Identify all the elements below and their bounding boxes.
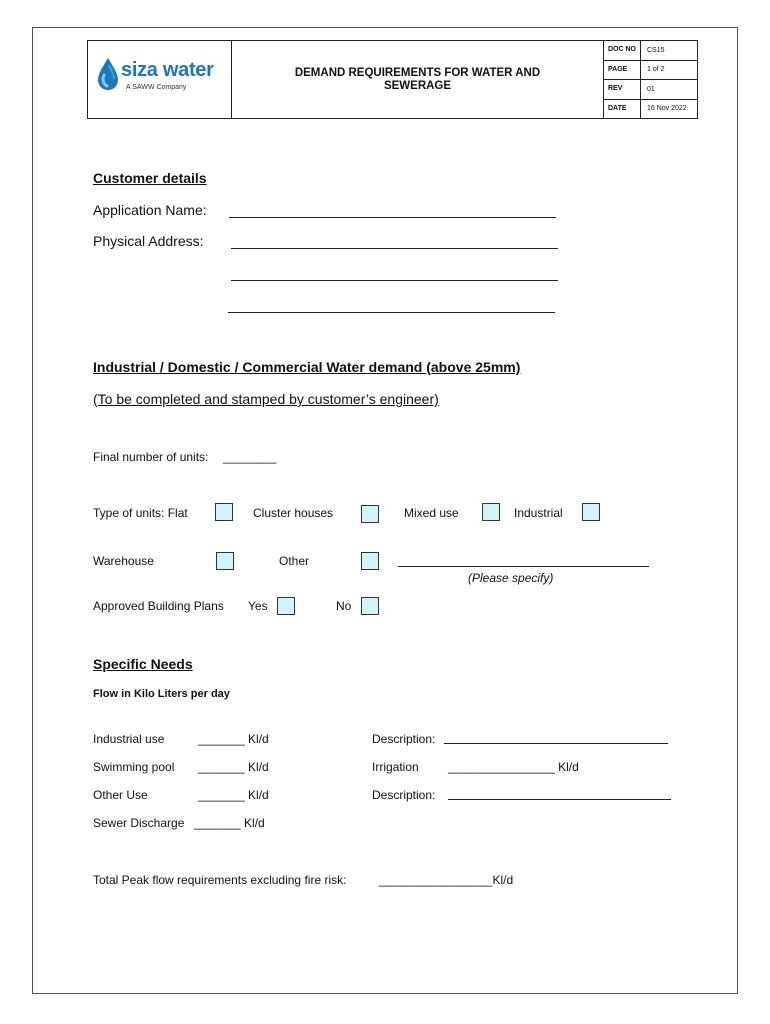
other-label: Other [279,554,310,568]
approved-plans-label: Approved Building Plans [93,599,224,613]
other-specify-field[interactable] [398,566,649,567]
document-header [87,40,698,119]
total-peak-field[interactable]: _________________Kl/d [379,873,514,887]
mixed-use-label: Mixed use [404,506,459,520]
other-checkbox[interactable] [361,552,379,570]
cluster-houses-checkbox[interactable] [361,505,379,523]
mixed-use-checkbox[interactable] [482,503,500,521]
flat-checkbox[interactable] [215,503,233,521]
cluster-houses-label: Cluster houses [253,506,334,520]
meta-row-date: DATE 16 Nov 2022 [604,100,697,119]
other-use-label: Other Use [93,788,148,802]
description-field-2[interactable] [448,799,671,800]
water-demand-heading: Industrial / Domestic / Commercial Water demand (above 25mm) [93,359,521,375]
industrial-checkbox[interactable] [582,503,600,521]
sewer-discharge-field[interactable]: _______ Kl/d [194,816,265,830]
industrial-label: Industrial [514,506,563,520]
swimming-pool-field[interactable]: _______ Kl/d [198,760,269,774]
engineer-note: (To be completed and stamped by customer’s engineer) [93,391,439,407]
industrial-use-label: Industrial use [93,732,165,746]
meta-row-doc-no: DOC NO CS15 [604,41,697,61]
industrial-use-field[interactable]: _______ Kl/d [198,732,269,746]
document-title: DEMAND REQUIREMENTS FOR WATER AND SEWERAGE [232,41,604,118]
application-name-field[interactable] [229,217,556,218]
water-drop-icon [96,57,120,91]
description-field-1[interactable] [444,743,668,744]
physical-address-line-3[interactable] [228,312,555,313]
customer-details-heading: Customer details [93,170,207,186]
swimming-pool-label: Swimming pool [93,760,175,774]
final-units-field[interactable]: ________ [223,450,277,464]
approved-no-checkbox[interactable] [361,597,379,615]
meta-row-rev: REV 01 [604,80,697,100]
specific-needs-heading: Specific Needs [93,656,193,672]
description-label-2: Description: [372,788,436,802]
application-name-label: Application Name: [93,202,207,218]
type-of-units-label: Type of units: Flat [93,506,188,520]
approved-yes-checkbox[interactable] [277,597,295,615]
flow-heading: Flow in Kilo Liters per day [93,688,230,700]
physical-address-line-2[interactable] [231,280,558,281]
please-specify-label: (Please specify) [468,571,554,585]
yes-label: Yes [248,599,268,613]
total-peak-label: Total Peak flow requirements excluding fire risk: [93,873,347,887]
irrigation-label: Irrigation [372,760,419,774]
irrigation-field[interactable]: ________________ Kl/d [448,760,579,774]
brand-name: siza water [121,59,214,81]
meta-row-page: PAGE 1 of 2 [604,61,697,81]
physical-address-label: Physical Address: [93,233,204,249]
other-use-field[interactable]: _______ Kl/d [198,788,269,802]
company-logo [88,41,232,118]
document-meta [604,41,697,118]
physical-address-line-1[interactable] [231,248,558,249]
warehouse-label: Warehouse [93,554,154,568]
brand-subtitle: A SAWW Company [126,84,187,91]
sewer-discharge-label: Sewer Discharge [93,816,185,830]
warehouse-checkbox[interactable] [216,552,234,570]
no-label: No [336,599,352,613]
final-units-label: Final number of units: [93,450,209,464]
description-label-1: Description: [372,732,436,746]
